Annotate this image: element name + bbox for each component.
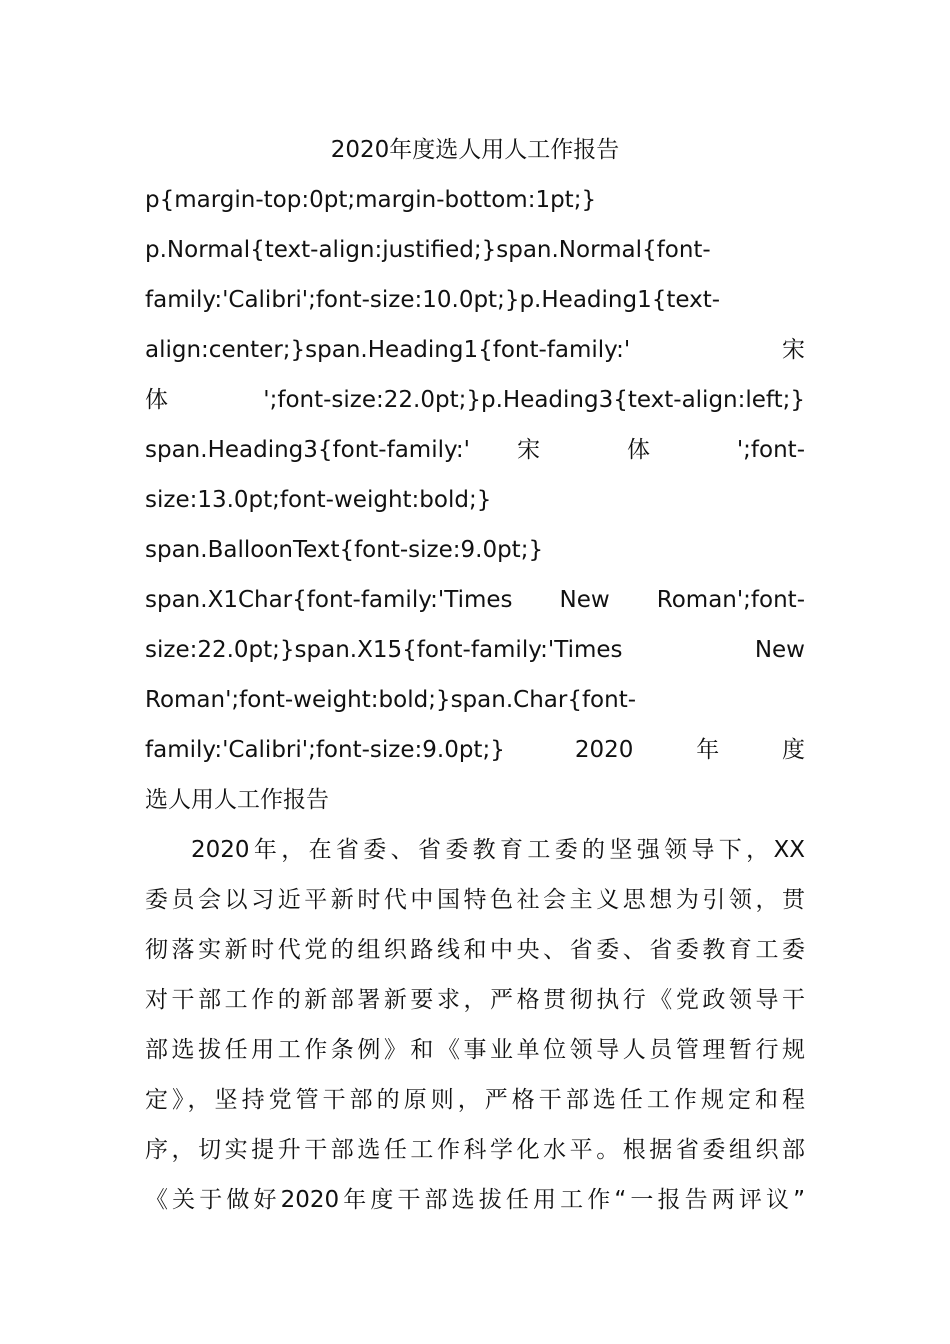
body-line: family:'Calibri';font-size:10.0pt;}p.Heading1{text- xyxy=(145,287,721,313)
paragraph-line: 2020年，在省委、省委教育工委的坚强领导下，XX xyxy=(191,837,805,863)
paragraph-line: 部选拔任用工作条例》和《事业单位领导人员管理暂行规 xyxy=(145,1037,805,1063)
body-line: Roman';font-weight:bold;}span.Char{font- xyxy=(145,687,637,713)
body-line: span.Heading3{font-family:' 宋 体 ';font- xyxy=(145,437,805,463)
paragraph-line: 彻落实新时代党的组织路线和中央、省委、省委教育工委 xyxy=(145,937,805,963)
body-line: 体 ';font-size:22.0pt;}p.Heading3{text-align:left;} xyxy=(145,387,805,413)
paragraph-line: 委员会以习近平新时代中国特色社会主义思想为引领，贯 xyxy=(145,887,805,913)
body-line: p{margin-top:0pt;margin-bottom:1pt;} xyxy=(145,187,597,213)
paragraph-line: 对干部工作的新部署新要求，严格贯彻执行《党政领导干 xyxy=(145,987,805,1013)
body-line: align:center;}span.Heading1{font-family:' 宋 xyxy=(145,337,805,363)
paragraph-line: 《关于做好2020年度干部选拔任用工作“一报告两评议” xyxy=(145,1187,805,1213)
body-line: family:'Calibri';font-size:9.0pt;} 2020年度 xyxy=(145,737,805,763)
body-line: size:13.0pt;font-weight:bold;} xyxy=(145,487,492,513)
body-line: span.X1Char{font-family:'Times New Roman';font- xyxy=(145,587,805,613)
paragraph-line: 序，切实提升干部选任工作科学化水平。根据省委组织部 xyxy=(145,1137,805,1163)
body-line: p.Normal{text-align:justified;}span.Normal{font- xyxy=(145,237,711,263)
body-line: span.BalloonText{font-size:9.0pt;} xyxy=(145,537,544,563)
body-line: size:22.0pt;}span.X15{font-family:'Times New xyxy=(145,637,805,663)
paragraph-line: 定》，坚持党管干部的原则，严格干部选任工作规定和程 xyxy=(145,1087,805,1113)
document-title: 2020年度选人用人工作报告 xyxy=(330,137,620,163)
body-line: 选人用人工作报告 xyxy=(145,787,329,813)
